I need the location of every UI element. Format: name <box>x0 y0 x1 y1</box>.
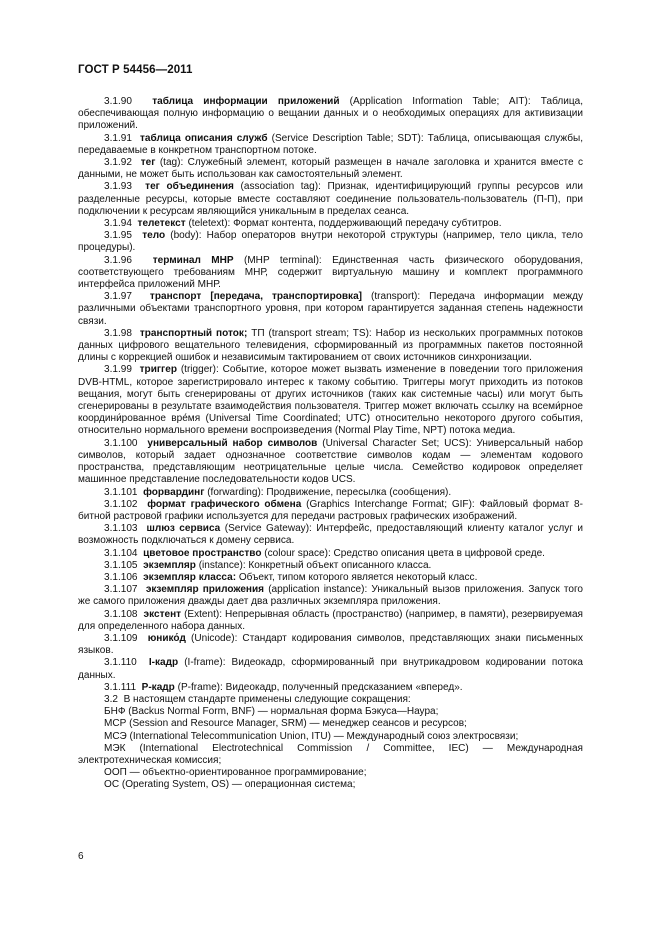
definition-text: ОС (Operating System, OS) — операционная система; <box>104 779 356 791</box>
paragraph <box>78 487 583 499</box>
term: таблица информации приложений <box>152 96 340 107</box>
definition-text: (tag): Служебный элемент, который размещен в начале заголовка и хранится вместе с данными, не может быть использован как самостоятельный элемент. <box>78 157 583 181</box>
paragraph <box>78 133 583 157</box>
term: цветовое пространство <box>143 547 262 559</box>
definition-text: (I-frame): Видеокадр, сформированный при внутрикадровом кодировании потока данных. <box>78 657 583 681</box>
clause-number: 3.1.109 <box>104 632 138 644</box>
definition-text: МСР (Session and Resource Manager, SRM) — менеджер сеансов и ресурсов; <box>104 718 467 730</box>
paragraph <box>78 682 583 694</box>
term: таблица описания служб <box>139 132 268 144</box>
clause-number: 3.1.94 <box>104 218 132 230</box>
definition-text: (Universal Character Set; UCS): Универсальный набор символов, который задает однозначное соответствие символов кодам — элементам кодового пространства, представляющим неотрицательные целые числа. Семейство кодировок определяет машинное представление последовательности кодов UCS. <box>78 437 583 486</box>
paragraph <box>78 731 583 743</box>
term: экстент <box>143 608 182 620</box>
clause-number: 3.1.111 <box>104 681 137 693</box>
clause-number: 3.1.97 <box>104 291 132 303</box>
term: экземпляр <box>143 559 196 571</box>
definition-text: ТП (transport stream; TS): Набор из нескольких программных потоков данных цифрового вещательного телевидения, сформированный из программных пакетов постоянной длины с коррекцией ошибок и независимым тактированием от своих источников синхронизации. <box>78 327 583 364</box>
definition-text: (colour space): Средство описания цвета в цифровой среде. <box>264 547 545 559</box>
clause-number: 3.1.103 <box>104 523 138 535</box>
paragraph <box>78 694 583 706</box>
definition-text: МСЭ (International Telecommunication Union, ITU) — Международный союз электросвязи; <box>104 730 519 742</box>
clause-number: 3.1.102 <box>104 498 138 510</box>
definition-text: (transport): Передача информации между различными объектами транспортного уровня, при котором гарантируется заданная степень надежности связи. <box>78 291 583 327</box>
definition-text: (Extent): Непрерывная область (пространство) (например, в памяти), резервируемая для определенного набора данных. <box>78 608 583 632</box>
paragraph <box>78 743 583 767</box>
term: транспорт [передача, транспортировка] <box>149 291 363 303</box>
term: транспортный поток; <box>139 327 248 339</box>
clause-number: 3.2 <box>104 693 118 705</box>
term: юнико́д <box>147 632 186 644</box>
paragraph <box>78 657 583 681</box>
clause-number: 3.1.105 <box>104 559 138 571</box>
clause-number: 3.1.104 <box>104 547 138 559</box>
definition-text: ООП — объектно-ориентированное программирование; <box>104 767 367 779</box>
definition-text: (body): Набор операторов внутри некоторой структуры (например, тело цикла, тело процедуры). <box>78 230 583 254</box>
paragraph <box>78 548 583 560</box>
paragraph <box>78 157 583 181</box>
clause-number: 3.1.108 <box>104 608 138 620</box>
term: триггер <box>139 364 177 376</box>
paragraph <box>78 230 583 254</box>
definition-text: (association tag): Признак, идентифицирующий группы ресурсов или разделенные ресурсы, которые вместе составляют соединение пользователь-пользователь (П-П), при подключении к ресурсам являющийся уникальным в пределах сеанса. <box>78 181 583 217</box>
paragraph <box>78 255 583 292</box>
document-body <box>78 96 583 792</box>
term: тело <box>142 230 166 242</box>
clause-number: 3.1.92 <box>104 157 132 169</box>
paragraph <box>78 96 583 133</box>
clause-number: 3.1.110 <box>104 657 137 669</box>
page-number: 6 <box>78 851 84 862</box>
paragraph <box>78 584 583 608</box>
definition-text: БНФ (Backus Normal Form, BNF) — нормальная форма Бэкуса—Наура; <box>104 706 439 718</box>
paragraph <box>78 364 583 437</box>
definition-text: (application instance): Уникальный вызов приложения. Запуск того же самого приложения дважды дает два различных экземпляра приложения. <box>78 584 584 608</box>
term: телетекст <box>137 218 186 230</box>
term: тег <box>140 157 156 169</box>
term: экземпляр приложения <box>145 584 265 596</box>
term: терминал МНР <box>152 254 234 266</box>
clause-number: 3.1.96 <box>104 254 132 266</box>
clause-number: 3.1.107 <box>104 584 138 596</box>
term: шлюз сервиса <box>146 523 221 535</box>
definition-text: (trigger): Событие, которое может вызвать изменение в поведении того приложения DVB-HTML, которое зарегистрировало интерес к такому событию. Триггеры могут приходить из потоков вещания, могут быть сгенерированы от других источников (таких как системные часы) или могут быть сгенерированы в результате взаимодействия пользователя. Триггер может включать ссылку на всеми́рное координи́рованное вре́мя (Universal Time Coordinated; UTC) относительно некоторого другого события, относительно нормального времени воспроизведения (Normal Play Time, NPT) потока медиа. <box>78 364 583 437</box>
paragraph <box>78 328 583 365</box>
paragraph <box>78 572 583 584</box>
definition-text: (instance): Конкретный объект описанного класса. <box>198 559 432 571</box>
clause-number: 3.1.106 <box>104 571 138 583</box>
definition-text: (Graphics Interchange Format; GIF): Файловый формат 8-битной растровой графики используется для передачи растровых графических изображений. <box>78 498 583 522</box>
paragraph <box>78 499 583 523</box>
definition-text: (Service Gateway): Интерфейс, предоставляющий клиенту каталог услуг и возможность подключаться к домену сервиса. <box>78 523 583 547</box>
clause-number: 3.1.91 <box>104 132 132 144</box>
term: P-кадр <box>141 681 175 693</box>
definition-text: (MHP terminal): Единственная часть физического оборудования, соответствующего требованиям МНР, содержит виртуальную машину и комплект программного интерфейса приложений МНР. <box>78 254 584 291</box>
paragraph <box>78 181 583 218</box>
paragraph <box>78 438 583 487</box>
paragraph <box>78 779 583 791</box>
definition-text: (forwarding): Продвижение, пересылка (сообщения). <box>207 486 452 498</box>
paragraph <box>78 560 583 572</box>
clause-number: 3.1.99 <box>104 364 132 376</box>
clause-number: 3.1.98 <box>104 327 132 339</box>
paragraph <box>78 218 583 230</box>
clause-number: 3.1.93 <box>104 181 132 193</box>
term: экземпляр класса: <box>143 571 237 583</box>
definition-text: (Application Information Table; AIT): Таблица, обеспечивающая полную информацию о вещании данных и о необходимых операциях для активизации приложений. <box>78 96 583 132</box>
clause-number: 3.1.90 <box>104 96 132 107</box>
term: универсальный набор символов <box>147 437 318 449</box>
paragraph <box>78 291 583 328</box>
paragraph <box>78 718 583 730</box>
clause-number: 3.1.100 <box>104 437 138 449</box>
term: I-кадр <box>148 657 179 669</box>
paragraph <box>78 706 583 718</box>
paragraph <box>78 767 583 779</box>
term: форвардинг <box>143 486 205 498</box>
definition-text: (Unicode): Стандарт кодирования символов, представляющих знаки письменных языков. <box>78 632 583 657</box>
clause-number: 3.1.101 <box>104 486 138 498</box>
definition-text: (Service Description Table; SDT): Таблица, описывающая службы, передаваемые в конкретном транспортном потоке. <box>78 132 584 156</box>
definition-text: (P-frame): Видеокадр, полученный предсказанием «вперед». <box>177 681 463 693</box>
paragraph <box>78 633 583 657</box>
definition-text: Объект, типом которого является некоторый класс. <box>238 571 478 583</box>
definition-text: В настоящем стандарте применены следующие сокращения: <box>123 693 411 705</box>
definition-text: (teletext): Формат контента, поддерживающий передачу субтитров. <box>188 218 502 230</box>
clause-number: 3.1.95 <box>104 230 132 242</box>
paragraph <box>78 609 583 633</box>
term: тег объединения <box>145 181 234 193</box>
term: формат графического обмена <box>147 498 302 510</box>
definition-text: МЭК (International Electrotechnical Commission / Committee, IEC) — Международная электротехническая комиссия; <box>78 742 583 766</box>
document-header: ГОСТ Р 54456—2011 <box>78 64 193 76</box>
paragraph <box>78 523 583 547</box>
